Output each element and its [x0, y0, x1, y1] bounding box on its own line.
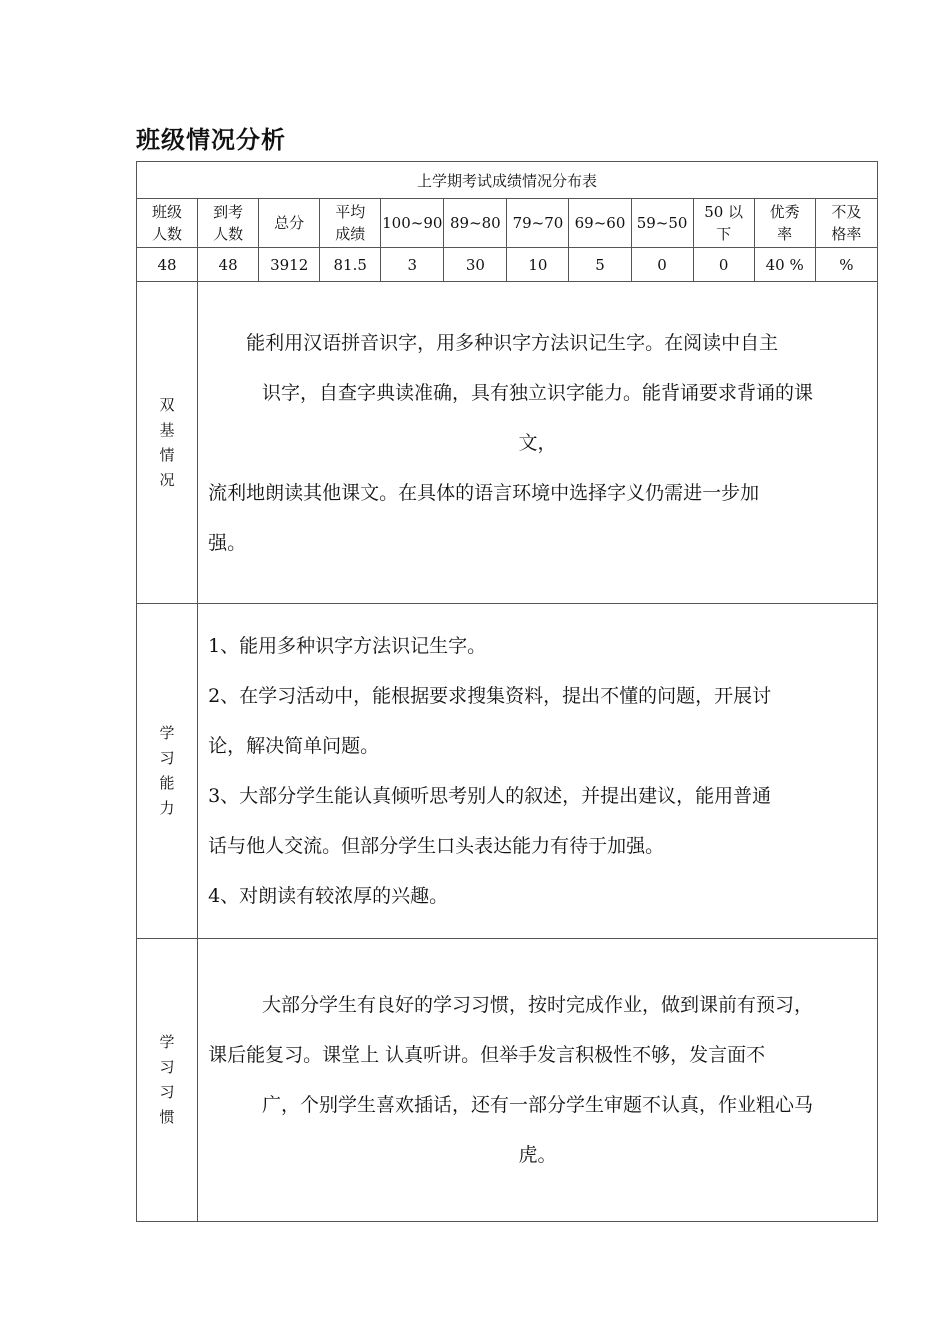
- header-cell: 不及 格率: [815, 199, 877, 248]
- header-cell: 69~60: [569, 199, 631, 248]
- score-analysis-table: [136, 161, 878, 1222]
- header-cell: 100~90: [381, 199, 444, 248]
- ability-label: 学 习 能 力: [137, 604, 198, 939]
- value-cell: 5: [569, 248, 631, 282]
- header-cell: 班级 人数: [137, 199, 198, 248]
- ability-content: 1、能用多种识字方法识记生字。 2、在学习活动中，能根据要求搜集资料，提出不懂的问题，开展讨 论，解决简单问题。 3、大部分学生能认真倾听思考别人的叙述，并提出建议，能用普通 话与他人交流。但部分学生口头表达能力有待于加强。 4、对朗读有较浓厚的兴趣。: [198, 604, 878, 939]
- value-cell: 48: [137, 248, 198, 282]
- page-title: 班级情况分析: [136, 126, 286, 154]
- basics-section-row: [137, 282, 878, 604]
- table-caption-row: [137, 162, 878, 199]
- header-cell: 优秀 率: [754, 199, 815, 248]
- habits-label: 学 习 习 惯: [137, 939, 198, 1222]
- basics-content: 能利用汉语拼音识字，用多种识字方法识记生字。在阅读中自主 识字，自查字典读准确，具有独立识字能力。能背诵要求背诵的课 文， 流利地朗读其他课文。在具体的语言环境中选择字义仍需进一步加 强。: [198, 282, 878, 604]
- table-caption: 上学期考试成绩情况分布表: [137, 162, 878, 199]
- value-cell: 30: [444, 248, 507, 282]
- value-cell: %: [815, 248, 877, 282]
- value-cell: 3912: [259, 248, 320, 282]
- habits-section-row: [137, 939, 878, 1222]
- table-value-row: [137, 248, 878, 282]
- ability-section-row: [137, 604, 878, 939]
- value-cell: 81.5: [320, 248, 381, 282]
- header-cell: 59~50: [631, 199, 693, 248]
- header-cell: 50 以 下: [693, 199, 754, 248]
- table-header-row: [137, 199, 878, 248]
- basics-label: 双 基 情 况: [137, 282, 198, 604]
- value-cell: 3: [381, 248, 444, 282]
- value-cell: 10: [507, 248, 569, 282]
- habits-content: 大部分学生有良好的学习习惯，按时完成作业，做到课前有预习， 课后能复习。课堂上 认真听讲。但举手发言积极性不够，发言面不 广，个别学生喜欢插话，还有一部分学生审题不认真，作业粗心马 虎。: [198, 939, 878, 1222]
- value-cell: 0: [631, 248, 693, 282]
- header-cell: 89~80: [444, 199, 507, 248]
- header-cell: 总分: [259, 199, 320, 248]
- header-cell: 平均 成绩: [320, 199, 381, 248]
- header-cell: 79~70: [507, 199, 569, 248]
- value-cell: 40 %: [754, 248, 815, 282]
- value-cell: 0: [693, 248, 754, 282]
- header-cell: 到考 人数: [198, 199, 259, 248]
- value-cell: 48: [198, 248, 259, 282]
